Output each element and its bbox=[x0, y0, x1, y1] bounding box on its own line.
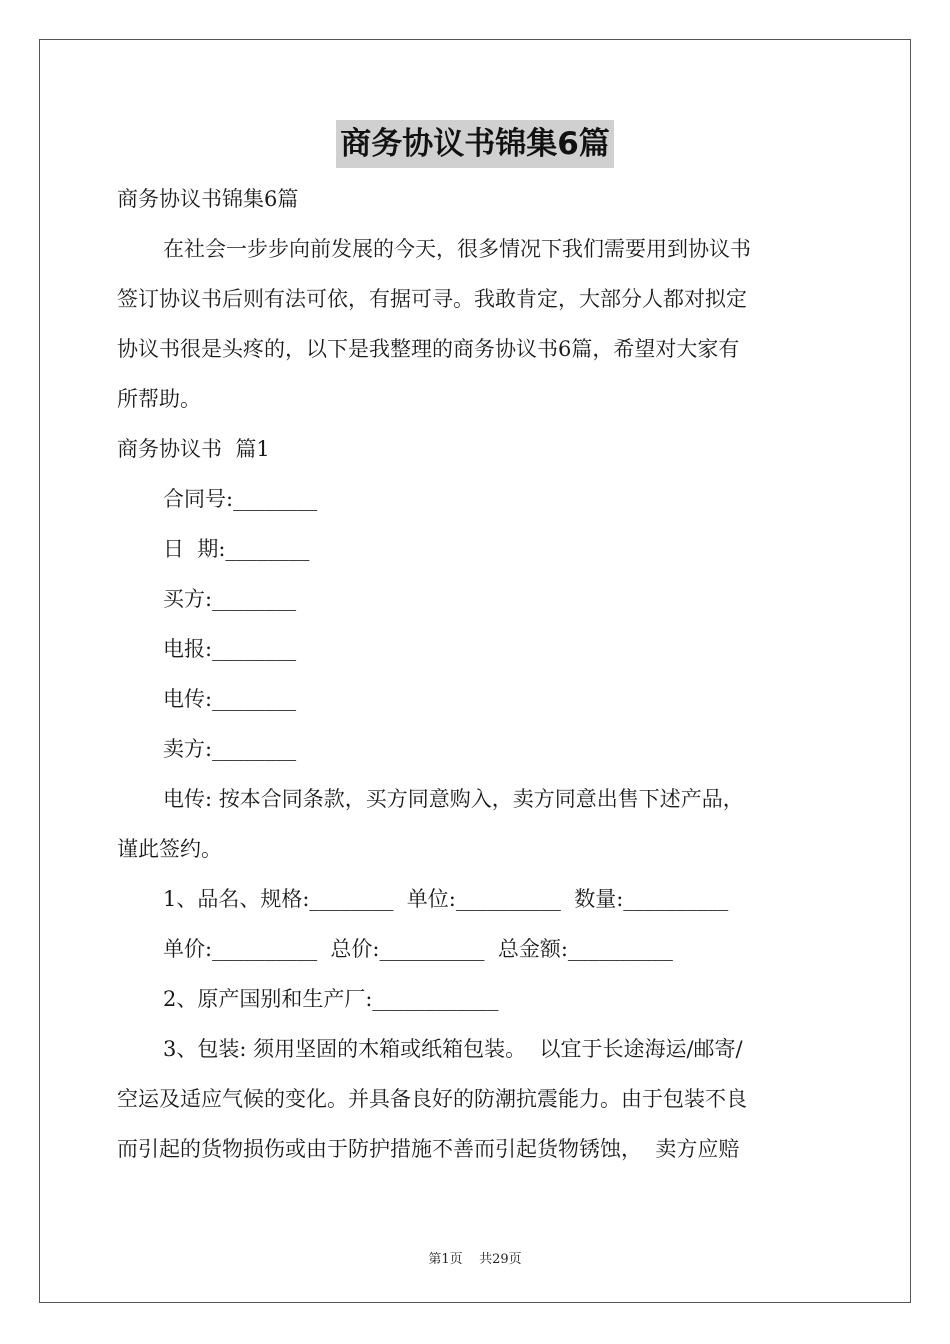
telex-line: 电传:________ bbox=[163, 687, 297, 711]
paragraph-line: 空运及适应气候的变化。并具备良好的防潮抗震能力。由于包装不良 bbox=[117, 1087, 747, 1111]
paragraph-line: 而引起的货物损伤或由于防护措施不善而引起货物锈蚀， 卖方应赔 bbox=[117, 1137, 740, 1161]
section-heading: 商务协议书 篇1 bbox=[117, 437, 270, 461]
buyer-line: 买方:________ bbox=[163, 587, 297, 611]
packing-line: 3、包装: 须用坚固的木箱或纸箱包装。 以宜于长途海运/邮寄/ bbox=[163, 1037, 743, 1061]
page-footer: 第1页 共29页 bbox=[428, 1252, 522, 1267]
subtitle-line: 商务协议书锦集6篇 bbox=[117, 187, 299, 211]
paragraph-line: 签订协议书后则有法可依，有据可寻。我敢肯定，大部分人都对拟定 bbox=[117, 287, 747, 311]
item-spec-line: 1、品名、规格:________ 单位:__________ 数量:__________ bbox=[163, 887, 729, 911]
contract-number-line: 合同号:________ bbox=[163, 487, 318, 511]
origin-line: 2、原产国别和生产厂:____________ bbox=[163, 987, 499, 1011]
telegram-line: 电报:________ bbox=[163, 637, 297, 661]
document-title-wrap bbox=[0, 120, 950, 168]
price-line: 单价:__________ 总价:__________ 总金额:__________ bbox=[163, 937, 673, 961]
seller-line: 卖方:________ bbox=[163, 737, 297, 761]
date-line: 日 期:________ bbox=[163, 537, 310, 561]
paragraph-line: 谨此签约。 bbox=[117, 837, 222, 861]
paragraph-line: 电传: 按本合同条款，买方同意购入，卖方同意出售下述产品， bbox=[163, 787, 744, 811]
paragraph-line: 协议书很是头疼的，以下是我整理的商务协议书6篇，希望对大家有 bbox=[117, 337, 740, 361]
paragraph-line: 所帮助。 bbox=[117, 387, 201, 411]
document-title: 商务协议书锦集6篇 bbox=[336, 120, 614, 168]
paragraph-line: 在社会一步步向前发展的今天，很多情况下我们需要用到协议书 bbox=[163, 237, 751, 261]
